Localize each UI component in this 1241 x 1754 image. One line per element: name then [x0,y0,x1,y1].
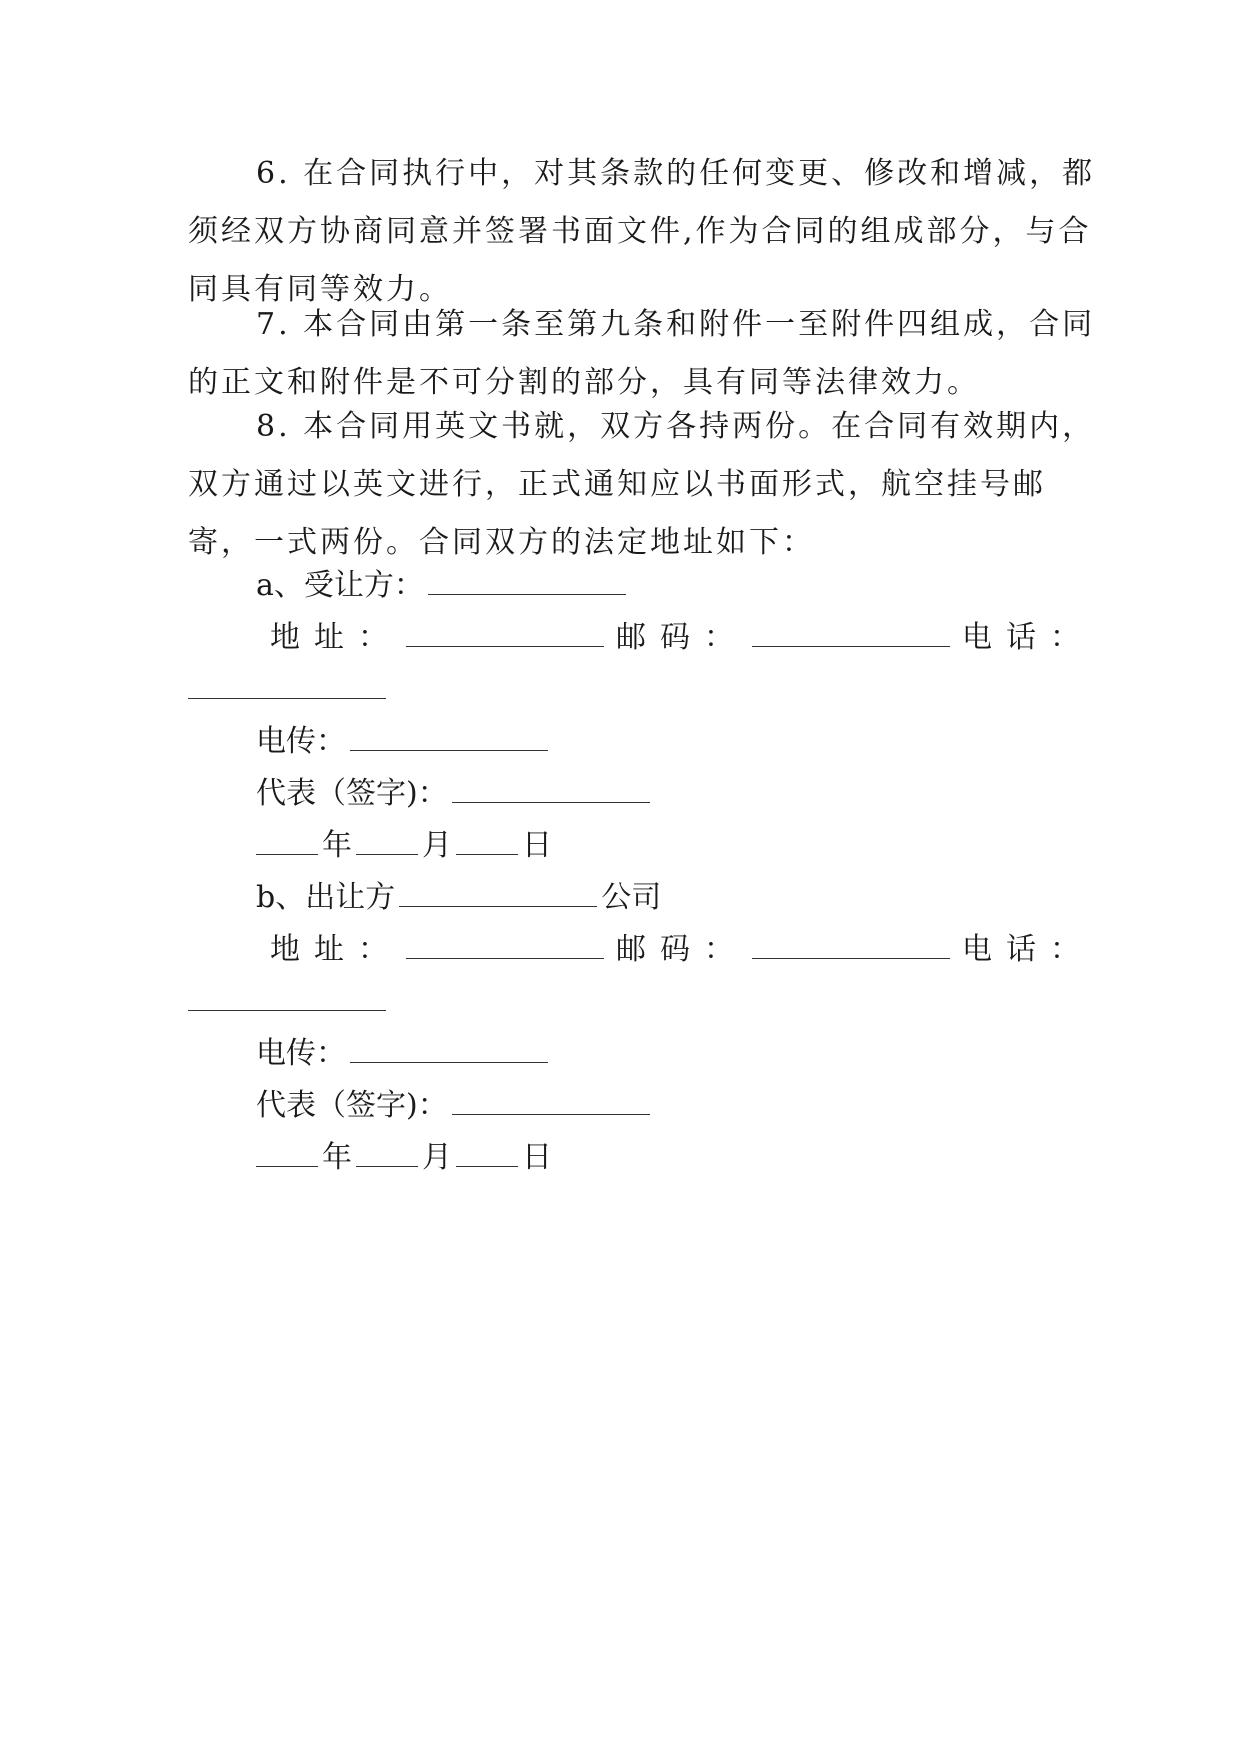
party-b-fax-label: 电传： [256,1036,346,1071]
party-b-label-line [256,878,661,918]
party-b-phone-blank-line [184,982,390,1022]
party-a-fax-label: 电传： [256,724,346,759]
party-b-fax-blank [350,1036,548,1063]
party-b-contact-line [270,930,1094,970]
party-a-name-blank [428,568,626,595]
party-a-postcode-label: 邮码： [616,620,748,655]
party-a-address-label: 地址： [270,620,402,655]
party-b-phone-label: 电话： [962,932,1094,967]
party-a-contact-line [270,618,1094,658]
party-b-date-line [256,1138,552,1178]
party-b-day-label: 日 [522,1140,552,1175]
party-a-phone-blank-line [184,670,390,710]
party-a-date-line [256,826,552,866]
party-b-name-blank [399,880,597,907]
party-a-fax-line [256,722,552,762]
party-b-year-label: 年 [322,1140,352,1175]
party-b-phone-blank [188,984,386,1011]
party-b-month-blank [356,1140,418,1167]
party-a-phone-blank [188,672,386,699]
party-b-rep-label: 代表（签字)： [256,1088,448,1123]
party-b-postcode-blank [752,932,950,959]
party-a-fax-blank [350,724,548,751]
party-a-day-blank [456,828,518,855]
clause-7: 7. 本合同由第一条至第九条和附件一至附件四组成，合同的正文和附件是不可分割的部分，具有同等法律效力。 [188,307,1096,400]
party-a-year-blank [256,828,318,855]
party-a-phone-label: 电话： [962,620,1094,655]
party-b-address-label: 地址： [270,932,402,967]
party-b-postcode-label: 邮码： [616,932,748,967]
party-a-rep-blank [452,776,650,803]
party-b-rep-line [256,1086,654,1126]
party-b-day-blank [456,1140,518,1167]
party-b-rep-blank [452,1088,650,1115]
party-a-address-blank [406,620,604,647]
party-a-label-line [256,566,630,606]
party-a-postcode-blank [752,620,950,647]
party-a-rep-label: 代表（签字)： [256,776,448,811]
party-b-fax-line [256,1034,552,1074]
party-b-company-suffix: 公司 [601,880,662,915]
party-b-year-blank [256,1140,318,1167]
party-a-rep-line [256,774,654,814]
party-a-month-label: 月 [422,828,452,863]
party-a-month-blank [356,828,418,855]
party-b-label: b、出让方 [256,880,396,915]
party-a-day-label: 日 [522,828,552,863]
clause-6: 6. 在合同执行中，对其条款的任何变更、修改和增减，都须经双方协商同意并签署书面文件,作为合同的组成部分，与合同具有同等效力。 [188,156,1096,307]
party-b-month-label: 月 [422,1140,452,1175]
clause-8: 8. 本合同用英文书就，双方各持两份。在合同有效期内，双方通过以英文进行，正式通知应以书面形式，航空挂号邮寄，一式两份。合同双方的法定地址如下： [188,409,1096,560]
party-a-label: a、受让方： [256,568,424,603]
party-b-address-blank [406,932,604,959]
party-a-year-label: 年 [322,828,352,863]
